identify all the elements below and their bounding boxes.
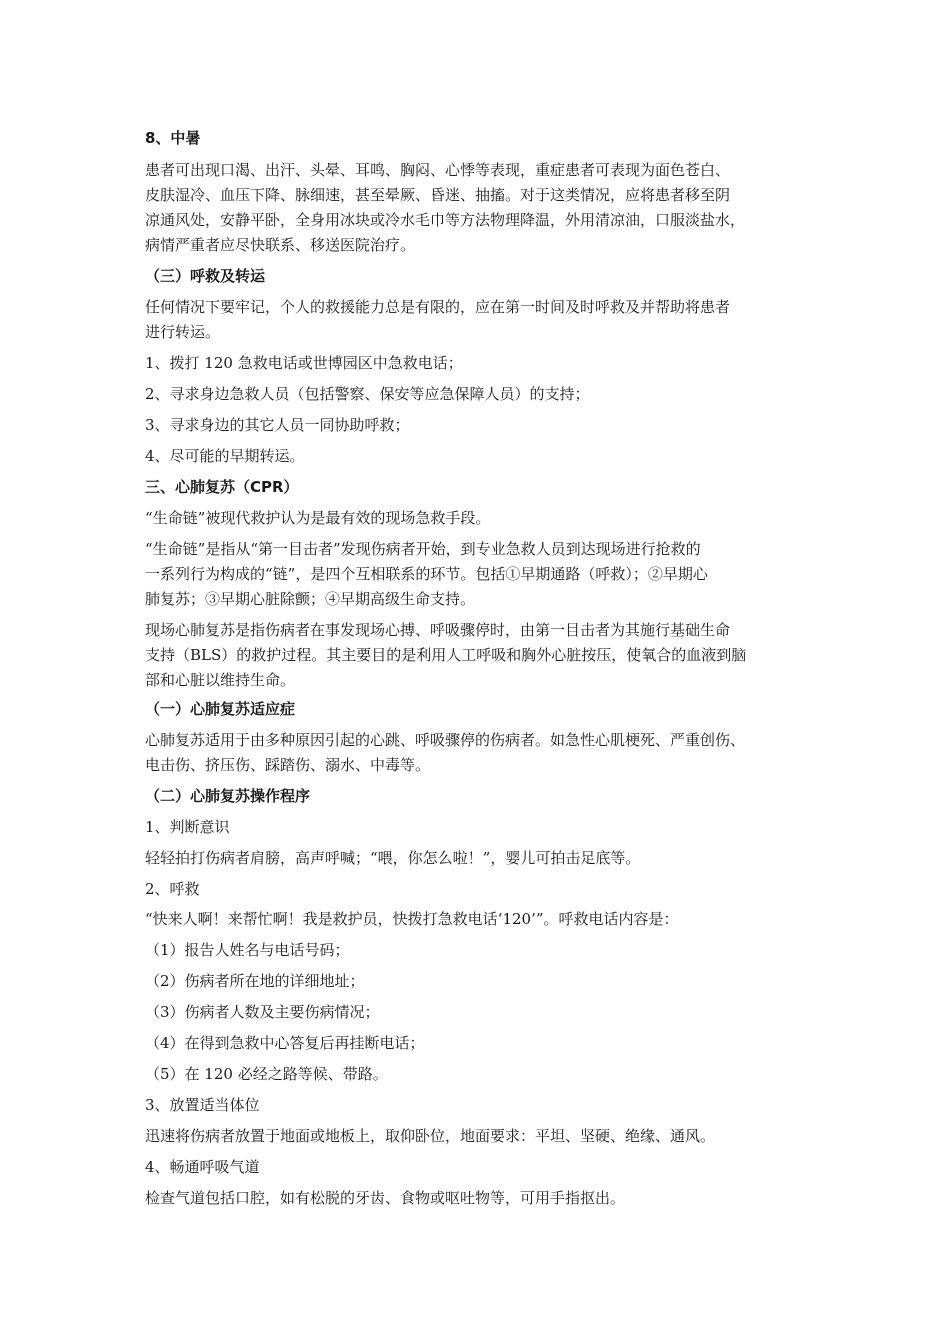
- paragraph-line: “生命链”被现代救护认为是最有效的现场急救手段。: [145, 509, 491, 527]
- paragraph-line: 心肺复苏适用于由多种原因引起的心跳、呼吸骤停的伤病者。如急性心肌梗死、严重创伤、: [145, 731, 746, 749]
- heading-call-transfer: （三）呼救及转运: [145, 267, 266, 285]
- heading-cpr-indications: （一）心肺复苏适应症: [145, 700, 296, 718]
- paragraph-line: 凉通风处，安静平卧，全身用冰块或冷水毛巾等方法物理降温，外用清凉油，口服淡盐水，: [145, 211, 746, 229]
- list-item: （2）伤病者所在地的详细地址；: [145, 972, 365, 990]
- paragraph-line: 肺复苏；③早期心脏除颤；④早期高级生命支持。: [145, 590, 476, 608]
- step-body: “快来人啊！来帮忙啊！我是救护员，快拨打急救电话‘120’”。呼救电话内容是：: [145, 910, 679, 928]
- paragraph-line: “生命链”是指从“第一目击者”发现伤病者开始，到专业急救人员到达现场进行抢救的: [145, 540, 701, 558]
- list-item: 4、尽可能的早期转运。: [145, 447, 305, 465]
- step-body: 轻轻拍打伤病者肩膀，高声呼喊；“喂，你怎么啦！”，婴儿可拍击足底等。: [145, 849, 641, 867]
- paragraph-line: 一系列行为构成的“链”，是四个互相联系的环节。包括①早期通路（呼救）；②早期心: [145, 565, 708, 583]
- list-item: 3、寻求身边的其它人员一同协助呼救；: [145, 416, 410, 434]
- heading-heatstroke: 8、中暑: [145, 129, 201, 147]
- list-item: （1）报告人姓名与电话号码；: [145, 941, 350, 959]
- paragraph-line: 现场心肺复苏是指伤病者在事发现场心搏、呼吸骤停时，由第一目击者为其施行基础生命: [145, 621, 731, 639]
- list-item: 1、拨打 120 急救电话或世博园区中急救电话；: [145, 354, 463, 372]
- list-item: 2、寻求身边急救人员（包括警察、保安等应急保障人员）的支持；: [145, 385, 590, 403]
- step-body: 检查气道包括口腔，如有松脱的牙齿、食物或呕吐物等，可用手指抠出。: [145, 1189, 626, 1207]
- list-item: （5）在 120 必经之路等候、带路。: [145, 1065, 388, 1083]
- list-item: （4）在得到急救中心答复后再挂断电话；: [145, 1034, 425, 1052]
- paragraph-line: 患者可出现口渴、出汗、头晕、耳鸣、胸闷、心悸等表现，重症患者可表现为面色苍白、: [145, 161, 731, 179]
- paragraph-line: 支持（BLS）的救护过程。其主要目的是利用人工呼吸和胸外心脏按压，使氧合的血液到脑: [145, 646, 747, 664]
- paragraph-line: 进行转运。: [145, 323, 221, 341]
- step-title: 1、判断意识: [145, 818, 230, 836]
- heading-cpr: 三、心肺复苏（CPR）: [145, 478, 299, 496]
- step-body: 迅速将伤病者放置于地面或地板上，取仰卧位，地面要求：平坦、坚硬、绝缘、通风。: [145, 1127, 716, 1145]
- step-title: 2、呼救: [145, 880, 200, 898]
- paragraph-line: 任何情况下要牢记，个人的救援能力总是有限的，应在第一时间及时呼救及并帮助将患者: [145, 298, 731, 316]
- paragraph-line: 皮肤湿冷、血压下降、脉细速，甚至晕厥、昏迷、抽搐。对于这类情况，应将患者移至阴: [145, 186, 731, 204]
- paragraph-line: 病情严重者应尽快联系、移送医院治疗。: [145, 236, 416, 254]
- list-item: （3）伤病者人数及主要伤病情况；: [145, 1003, 380, 1021]
- paragraph-line: 部和心脏以维持生命。: [145, 671, 296, 689]
- step-title: 4、畅通呼吸气道: [145, 1158, 260, 1176]
- heading-cpr-procedure: （二）心肺复苏操作程序: [145, 787, 311, 805]
- step-title: 3、放置适当体位: [145, 1096, 260, 1114]
- paragraph-line: 电击伤、挤压伤、踩踏伤、溺水、中毒等。: [145, 756, 431, 774]
